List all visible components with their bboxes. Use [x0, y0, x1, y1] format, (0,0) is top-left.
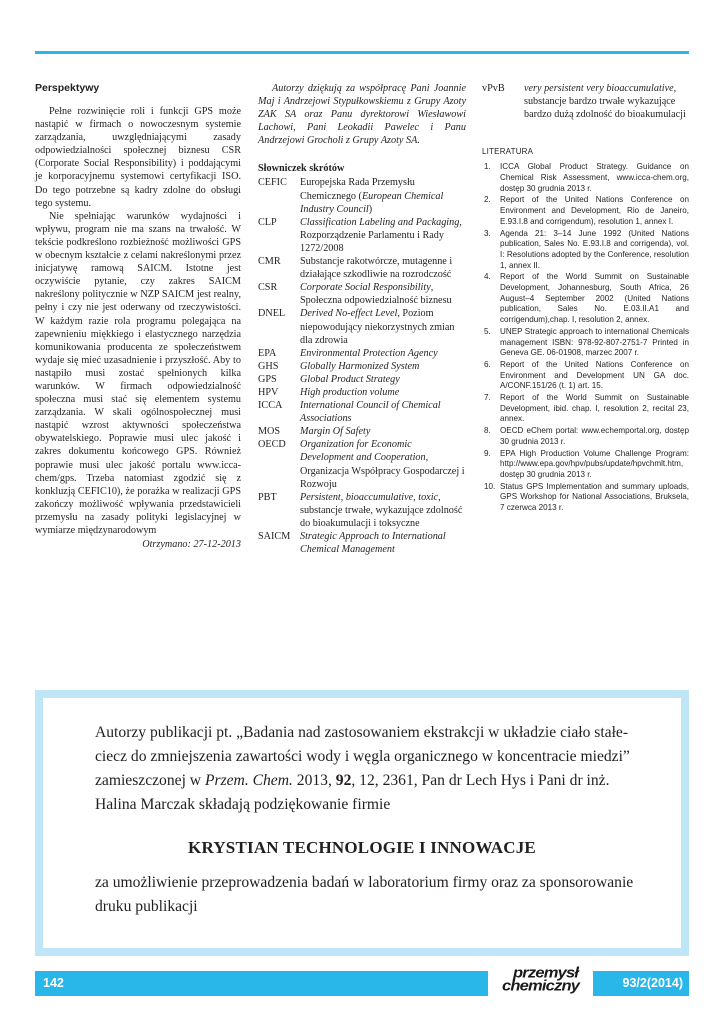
- reference-number: 6.: [484, 359, 491, 369]
- glossary-definition: [300, 347, 466, 360]
- journal-volume: 92: [335, 772, 352, 789]
- glossary-definition: [524, 82, 689, 121]
- glossary-def-italic: High production volume: [300, 386, 400, 398]
- glossary-def-plain: , substancje bardzo trwałe wykazujące bardzo dużą zdolność do bioakumulacji: [524, 83, 686, 121]
- journal-name: Przem. Chem.: [204, 772, 293, 789]
- glossary-definition: [300, 373, 466, 386]
- glossary-def-plain: ): [368, 203, 373, 215]
- glossary-def-italic: Strategic Approach to International Chemical Management: [300, 531, 446, 556]
- reference-number: 3.: [484, 228, 491, 238]
- reference-item: [482, 327, 689, 359]
- reference-item: [482, 195, 689, 227]
- reference-text: Report of the World Summit on Sustainable Development, ibid. chap. I, resolution 2, recital 23, annex.: [500, 393, 689, 424]
- glossary-abbr: OECD: [258, 439, 286, 451]
- reference-item: [482, 360, 689, 392]
- glossary-row: [258, 347, 466, 360]
- glossary-definition: [300, 307, 466, 346]
- glossary-def-plain: , Organizacja Współpracy Gospodarczej i Rozwoju: [300, 452, 465, 490]
- glossary-abbr: vPvB: [482, 83, 505, 94]
- glossary-def-plain: , substancje trwałe, wykazujące zdolność do bioakumulacji i toksyczne: [300, 491, 463, 529]
- glossary-definition: [300, 216, 466, 255]
- glossary-def-italic: Global Product Strategy: [300, 373, 400, 385]
- glossary-abbr: CSR: [258, 282, 278, 294]
- glossary-definition: [300, 438, 466, 490]
- page-number: 142: [43, 976, 64, 990]
- reference-text: ICCA Global Product Strategy. Guidance on Chemical Risk Assessment, www.icca-chem.org, dostęp 30 grudnia 2013 r.: [500, 162, 689, 193]
- reference-number: 2.: [484, 195, 491, 205]
- reference-number: 9.: [484, 448, 491, 458]
- glossary-def-italic: European Chemical Industry Council: [300, 190, 444, 215]
- reference-number: 4.: [484, 272, 491, 282]
- glossary-def-italic: Margin Of Safety: [300, 426, 371, 438]
- glossary-title: Słowniczek skrótów: [258, 163, 345, 175]
- glossary-abbr: MOS: [258, 426, 281, 438]
- glossary-definition: [300, 530, 466, 556]
- glossary-row: [258, 216, 466, 255]
- glossary-abbr: HPV: [258, 386, 279, 398]
- glossary-continuation: [482, 82, 689, 121]
- glossary-abbr: CMR: [258, 256, 281, 268]
- paragraph-1-text: Pełne rozwinięcie roli i funkcji GPS może nastąpić w firmach o nowoczesnym systemie zarządzania, uwzględniającymi zasady odpowiedzialności społecznej biznesu CSR (Corporate Social Responsibility) i poddającymi je korporacyjnemu systemowi certyfikacji ISO. Do tego potrzebne są kadry zdolne do obsługi tego systemu.: [35, 106, 241, 209]
- journal-logo: [501, 963, 591, 999]
- column-perspectives: [35, 82, 241, 550]
- glossary-def-plain: Substancje rakotwórcze, mutagenne i działające szkodliwie na rozrodczość: [300, 256, 453, 281]
- glossary-row-vpvb: [482, 82, 689, 121]
- glossary-definition: [300, 425, 466, 438]
- glossary-row: [258, 307, 466, 346]
- sponsor-box-inner: [43, 698, 681, 948]
- reference-item: [482, 272, 689, 326]
- glossary-def-italic: Corporate Social Responsibility: [300, 282, 431, 294]
- glossary-definition: [300, 360, 466, 373]
- reference-number: 7.: [484, 393, 491, 403]
- sponsor-text-1: [95, 721, 650, 817]
- glossary-def-plain: , Poziom niepowodujący niekorzystnych zmian dla zdrowia: [300, 308, 455, 346]
- glossary-definition: [300, 386, 466, 399]
- sponsor-text-2: za umożliwienie przeprowadzenia badań w laboratorium firmy oraz za sponsorowanie druku publikacji: [95, 874, 634, 915]
- glossary-def-plain: , Społeczna odpowiedzialność biznesu: [300, 282, 452, 307]
- glossary-def-italic: Classification Labeling and Packaging: [300, 216, 460, 228]
- glossary-row: [258, 176, 466, 215]
- glossary-row: [258, 425, 466, 438]
- column-references: [482, 82, 689, 515]
- logo-line-1: przemysł: [513, 964, 579, 982]
- glossary-row: [258, 438, 466, 490]
- glossary-def-italic: Globally Harmonized System: [300, 360, 420, 372]
- reference-text: Report of the United Nations Conference on Environment and Development UN GA doc. A/CONF.151/26 (t. 1) art. 15.: [500, 359, 689, 391]
- glossary-row: [258, 399, 466, 425]
- glossary-def-plain: Europejska Rada Przemysłu Chemicznego (: [300, 177, 415, 202]
- reference-number: 10.: [484, 481, 496, 491]
- issue-number: 93/2(2014): [622, 976, 683, 990]
- glossary-definition: [300, 399, 466, 425]
- glossary-abbr: SAICM: [258, 531, 291, 542]
- glossary-table: [258, 176, 466, 556]
- issue-bar: [593, 971, 689, 996]
- glossary-definition: [300, 176, 466, 215]
- section-heading: Perspektywy: [35, 82, 100, 94]
- glossary-definition: [300, 281, 466, 307]
- glossary-abbr: CLP: [258, 216, 277, 228]
- paragraph-2: [35, 210, 241, 537]
- glossary-def-italic: Environmental Protection Agency: [300, 347, 438, 359]
- reference-item: [482, 162, 689, 194]
- glossary-abbr: CEFIC: [258, 177, 287, 189]
- glossary-def-italic: Derived No-effect Level: [300, 308, 398, 320]
- paragraph-2-text: Nie spełniając warunków wydajności i wpływu, program nie ma szans na trwałość. W tekście podkreślono rozbieżność możliwości GPS w obecnym kształcie z celami nakreślonymi przez inicjatywę ramową SAICM. Istotne jest oczywiście pytanie, czy zakres SAICM nakreślony politycznie w NZP SAICM jest realny, pełny i czy nie jest oderwany od rzeczywistości. W każdym razie rola programu polegająca na zapewnieniu miękkiego i elastycznego narzędzia komunikowania producenta ze społeczeństwem wydaje się mieć uzasadnienie i przyszłość. Aby to nastąpiło musi zostać spełnionych kilka warunków. W firmach odpowiedzialność społeczna musi stać się elementem systemu zarządzania. W skali ogólnospołecznej musi nastąpić wzrost aktywności społeczeństwa obywatelskiego. Poprawie musi ulec jakość i zakres dokumentu końcowego GPS. Również poprawie musi ulec jakość portalu www.icca-chem/gps. Trzeba natomiast zgodzić się z konkluzją CEFIC10), że porażka w realizacji GPS zakończy możliwość wpływania przedstawicieli przemysłu na zasady polityki legislacyjnej w wymiarze międzynarodowym: [35, 210, 241, 536]
- glossary-row: [258, 491, 466, 530]
- glossary-abbr: EPA: [258, 347, 277, 359]
- sponsor-text-1c: , 12, 2361, Pan dr Lech Hys i Pani dr inż. Halina Marczak składają podziękowanie firmie: [95, 772, 610, 813]
- glossary-row: [258, 360, 466, 373]
- glossary-row: [258, 255, 466, 281]
- sponsor-box: [35, 690, 689, 956]
- glossary-abbr: DNEL: [258, 308, 286, 320]
- glossary-abbr: GPS: [258, 373, 277, 385]
- reference-item: [482, 482, 689, 514]
- reference-text: Report of the United Nations Conference on Environment and Development, Rio de Janeiro, E.93.I.8 and corrigendum), resolution 1, annex I.: [500, 195, 689, 226]
- reference-item: [482, 426, 689, 447]
- reference-number: 5.: [484, 326, 491, 336]
- reference-list: [482, 162, 689, 514]
- reference-number: 8.: [484, 426, 491, 436]
- glossary-abbr: ICCA: [258, 400, 283, 412]
- reference-number: 1.: [484, 162, 491, 172]
- glossary-def-plain: , Rozporządzenie Parlamentu i Rady 1272/2008: [300, 216, 462, 254]
- glossary-abbr: PBT: [258, 491, 277, 503]
- sponsor-text-1b: 2013,: [292, 772, 336, 789]
- glossary-definition: [300, 255, 466, 281]
- reference-text: EPA High Production Volume Challenge Program: http://www.epa.gov/hpv/pubs/update/hpvchmlt.htm, dostęp 30 grudnia 2013 r.: [500, 448, 689, 479]
- reference-item: [482, 229, 689, 272]
- glossary-row: [258, 530, 466, 556]
- reference-text: Agenda 21: 3–14 June 1992 (United Nations publication, Sales No. E.93.I.8 and corrigenda), vol. I: Resolutions adopted by the Conference, resolution 1, annex II.: [500, 228, 689, 270]
- reference-text: UNEP Strategic approach to international Chemicals management ISBN: 978-92-807-2751-7 Printed in Geneva GE. 06-01908, marzec 2007 r.: [500, 326, 689, 358]
- reference-text: Report of the World Summit on Sustainable Development, Johannesburg, South Africa, 26 August–4 September 2002 (United Nations publication, Sales No. E.03.II.A1 and corrigendum),chap. I, resolution 2, annex.: [500, 272, 689, 325]
- glossary-def-italic: International Council of Chemical Associations: [300, 400, 441, 425]
- glossary-abbr: GHS: [258, 360, 279, 372]
- glossary-row: [258, 281, 466, 307]
- reference-text: OECD eChem portal: www.echemportal.org, dostęp 30 grudnia 2013 r.: [500, 426, 689, 446]
- glossary-def-italic: very persistent very bioaccumulative: [524, 83, 674, 94]
- acknowledgement: Autorzy dziękują za współpracę Pani Joannie Maj i Andrzejowi Stypułkowskiemu z Grupy Azoty ZAK SA oraz Panu dyrektorowi Wiesławowi Lachowi, Pani Leokadii Pawelec i Panu Andrzejowi Grocholi z Grupy Azoty SA.: [258, 83, 466, 147]
- top-rule: [35, 51, 689, 54]
- logo-line-2: chemiczny: [502, 977, 580, 995]
- glossary-def-italic: Organization for Economic Development and Cooperation: [300, 439, 426, 464]
- glossary-definition: [300, 491, 466, 530]
- reference-item: [482, 393, 689, 425]
- page-number-bar: [35, 971, 488, 996]
- literature-title: LITERATURA: [482, 147, 534, 157]
- paragraph-1: [35, 105, 241, 210]
- glossary-row: [258, 373, 466, 386]
- sponsor-text-1a: Autorzy publikacji pt. „Badania nad zastosowaniem ekstrakcji w układzie ciało stałe-ciecz do zmniejszenia zawartości wody i węgla organicznego w koncentracie miedzi” zamieszczonej w: [95, 724, 630, 789]
- column-glossary: [258, 82, 466, 556]
- glossary-row: [258, 386, 466, 399]
- reference-text: Status GPS Implementation and summary uploads, GPS Workshop for National Associations, Bruksela, 7 czerwca 2013 r.: [500, 481, 689, 513]
- received-date: Otrzymano: 27-12-2013: [142, 539, 241, 551]
- reference-item: [482, 449, 689, 481]
- page-footer: [35, 964, 689, 996]
- glossary-def-italic: Persistent, bioaccumulative, toxic: [300, 491, 439, 503]
- company-name: KRYSTIAN TECHNOLOGIE I INNOWACJE: [188, 838, 536, 857]
